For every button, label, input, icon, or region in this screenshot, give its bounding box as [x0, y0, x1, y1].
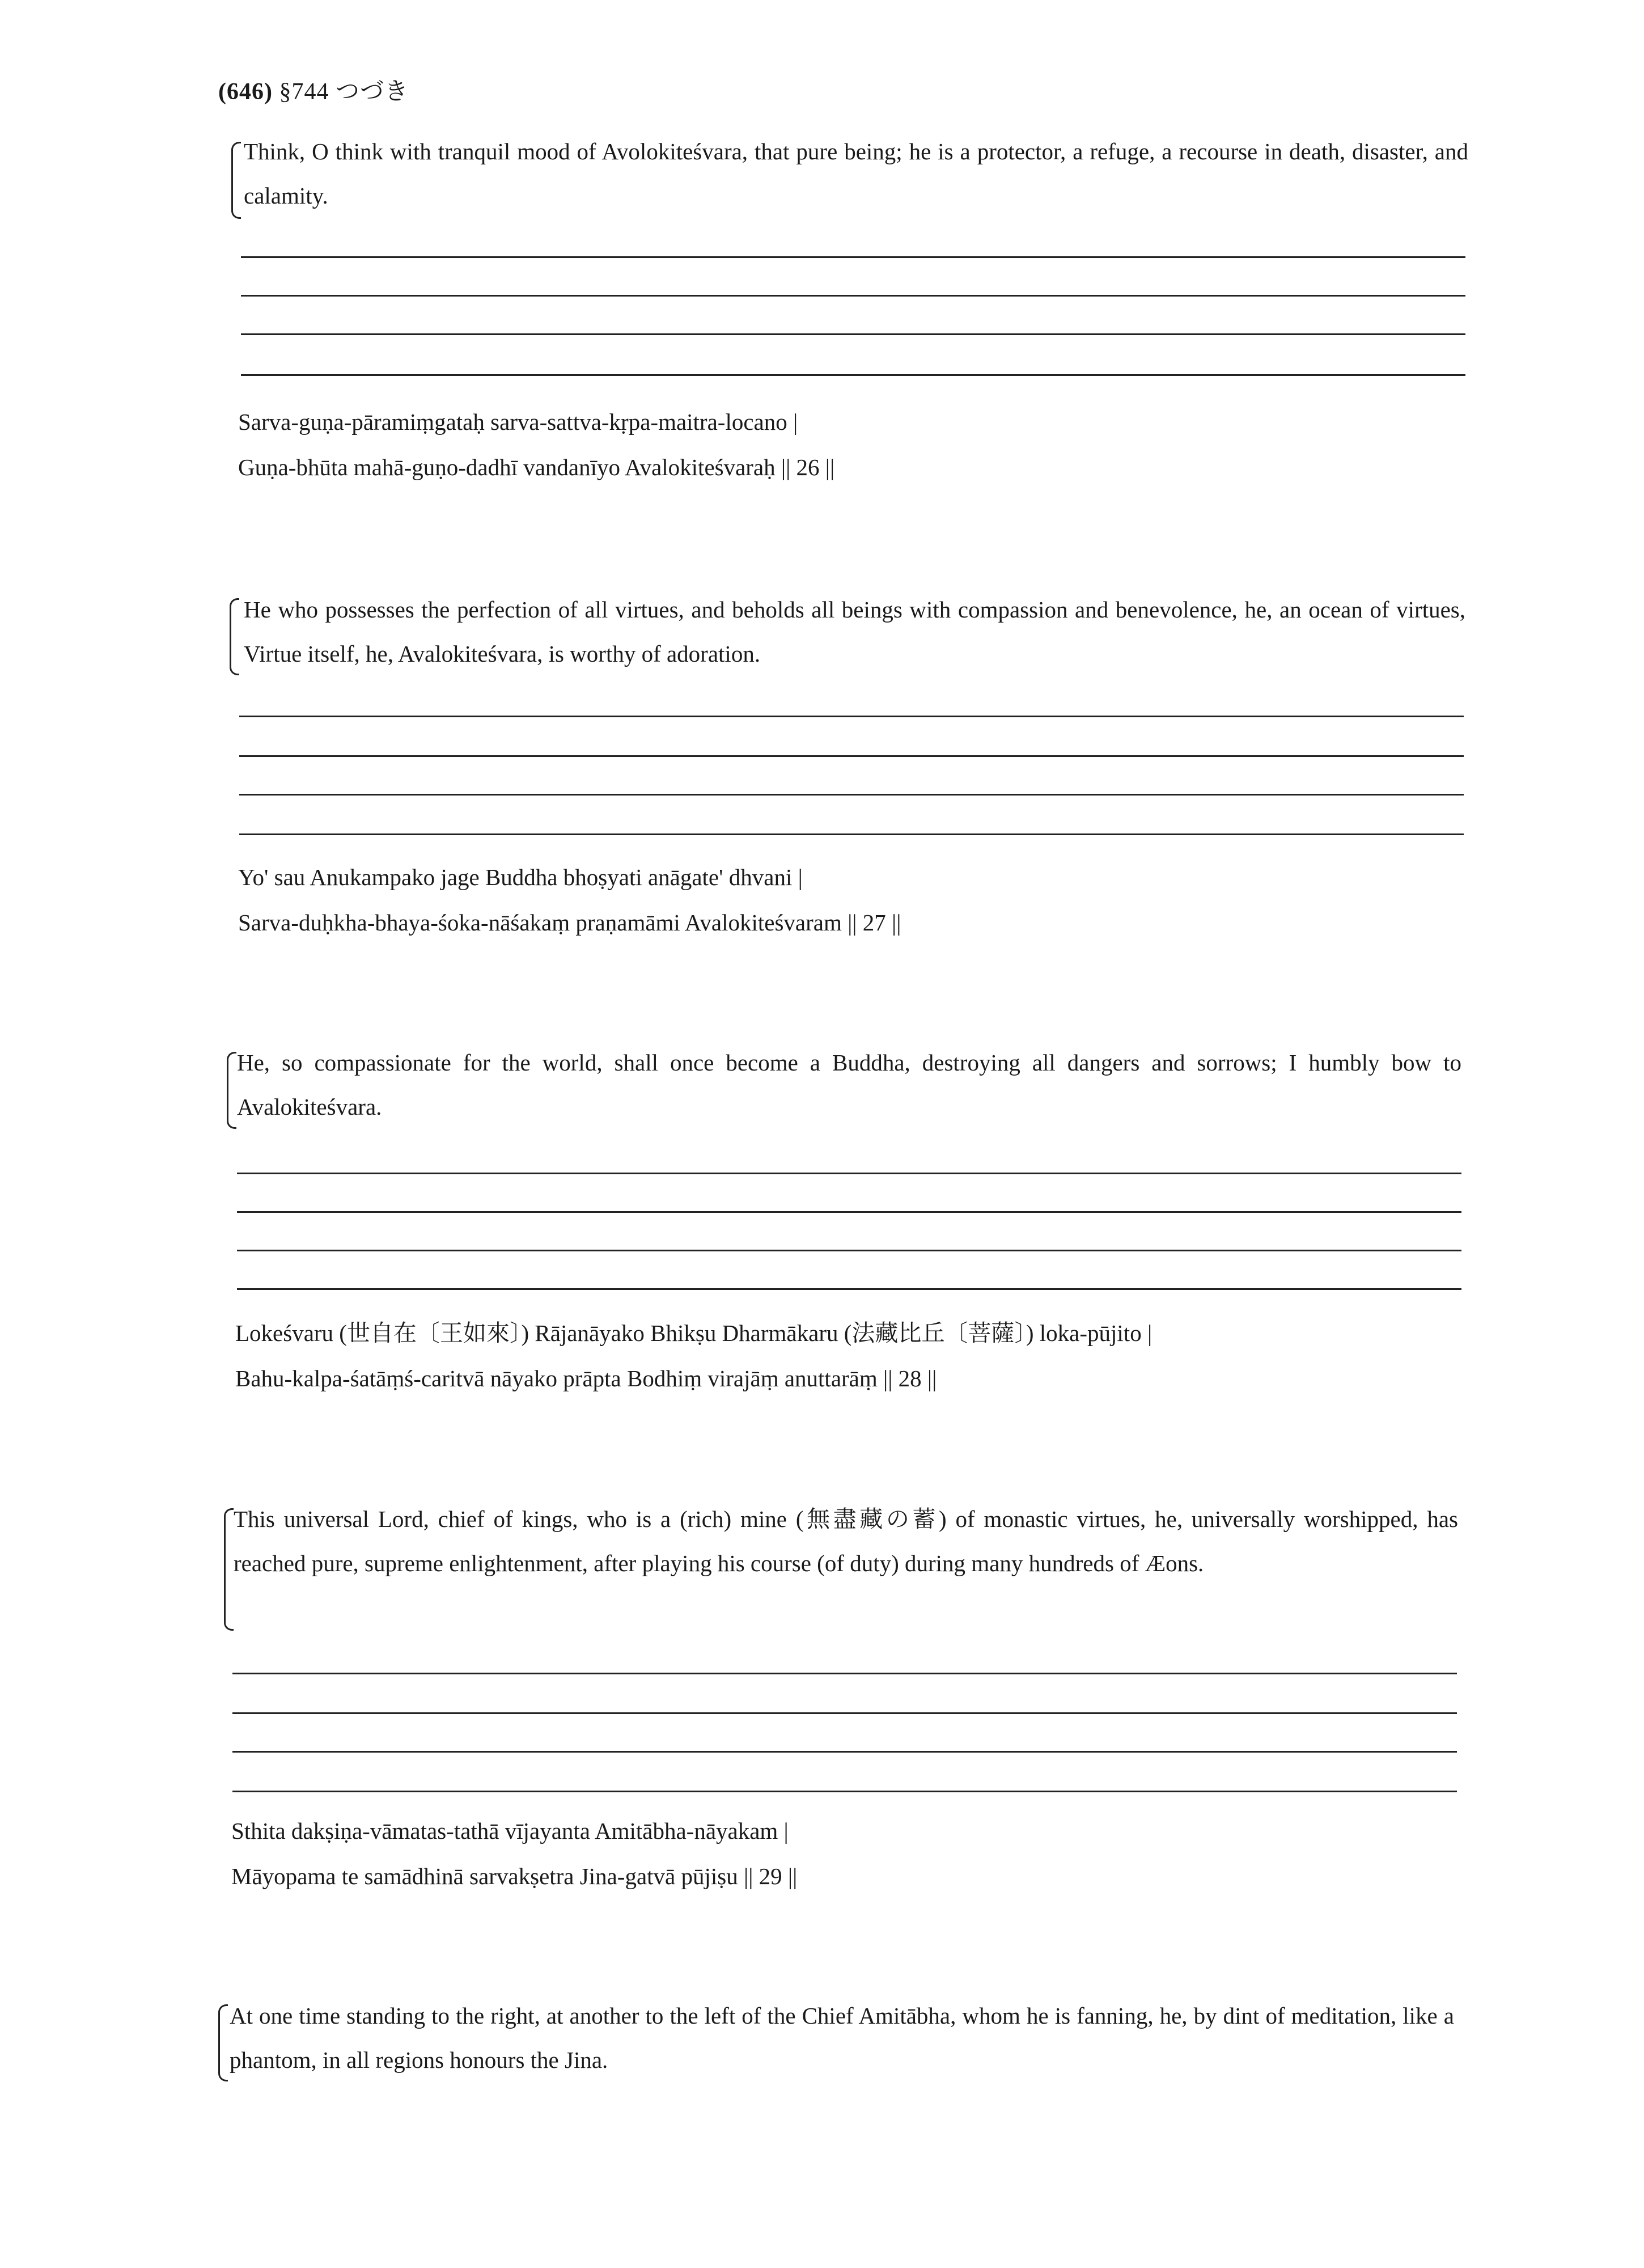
writing-line	[232, 1712, 1457, 1714]
section-reference: §744 つづき	[279, 79, 409, 105]
sanskrit-verse-line: Guṇa-bhūta mahā-guṇo-dadhī vandanīyo Avalokiteśvaraḥ || 26 ||	[238, 454, 835, 480]
sanskrit-verse-line: Yo' sau Anukampako jage Buddha bhoṣyati anāgate' dhvani |	[238, 864, 803, 890]
translation-paragraph: At one time standing to the right, at another to the left of the Chief Amitābha, whom he is fanning, he, by dint of meditation, like a phantom, in all regions honours the Jina.	[230, 2003, 1454, 2073]
writing-line	[237, 1173, 1461, 1174]
writing-line	[239, 716, 1464, 717]
translation-bracket	[224, 1508, 234, 1631]
sanskrit-verse-line: Sthita dakṣiṇa-vāmatas-tathā vījayanta Amitābha-nāyakam |	[231, 1818, 789, 1844]
translation-paragraph: He, so compassionate for the world, shall once become a Buddha, destroying all dangers and sorrows; I humbly bow to Avalokiteśvara.	[237, 1050, 1461, 1120]
writing-line	[241, 256, 1465, 258]
sanskrit-verse-line: Sarva-guṇa-pāramiṃgataḥ sarva-sattva-kṛpa-maitra-locano |	[238, 409, 798, 435]
writing-line	[232, 1791, 1457, 1792]
writing-line	[232, 1751, 1457, 1753]
translation-bracket	[230, 598, 239, 675]
writing-line	[237, 1288, 1461, 1290]
writing-line	[237, 1250, 1461, 1251]
writing-line	[239, 833, 1464, 835]
writing-line	[239, 794, 1464, 796]
translation-paragraph: He who possesses the perfection of all virtues, and beholds all beings with compassion and benevolence, he, an ocean of virtues, Virtue itself, he, Avalokiteśvara, is worthy of adoration.	[244, 596, 1465, 667]
translation-bracket	[231, 142, 241, 219]
translation-bracket	[227, 1052, 236, 1129]
writing-line	[237, 1211, 1461, 1213]
writing-line	[241, 374, 1465, 376]
page-header	[218, 73, 409, 107]
sanskrit-verse-line: Lokeśvaru (世自在〔王如來〕) Rājanāyako Bhikṣu Dharmākaru (法藏比丘〔菩薩〕) loka-pūjito |	[235, 1320, 1153, 1346]
sanskrit-verse-line: Māyopama te samādhinā sarvakṣetra Jina-gatvā pūjiṣu || 29 ||	[231, 1863, 798, 1889]
writing-line	[241, 333, 1465, 335]
sanskrit-verse-line: Bahu-kalpa-śatāṃś-caritvā nāyako prāpta Bodhiṃ virajāṃ anuttarāṃ || 28 ||	[235, 1365, 937, 1391]
page-number: (646)	[218, 79, 273, 105]
writing-line	[241, 295, 1465, 297]
translation-bracket	[218, 2004, 228, 2081]
writing-line	[232, 1673, 1457, 1674]
translation-paragraph: This universal Lord, chief of kings, who is a (rich) mine (無盡藏の蓄) of monastic virtues, he, universally worshipped, has reached pure, supreme enlightenment, after playing his course (of duty) during many hundreds of Æons.	[234, 1506, 1458, 1576]
translation-paragraph: Think, O think with tranquil mood of Avolokiteśvara, that pure being; he is a protector, a refuge, a recourse in death, disaster, and calamity.	[244, 138, 1468, 209]
writing-line	[239, 755, 1464, 757]
sanskrit-verse-line: Sarva-duḥkha-bhaya-śoka-nāśakaṃ praṇamāmi Avalokiteśvaram || 27 ||	[238, 909, 901, 936]
